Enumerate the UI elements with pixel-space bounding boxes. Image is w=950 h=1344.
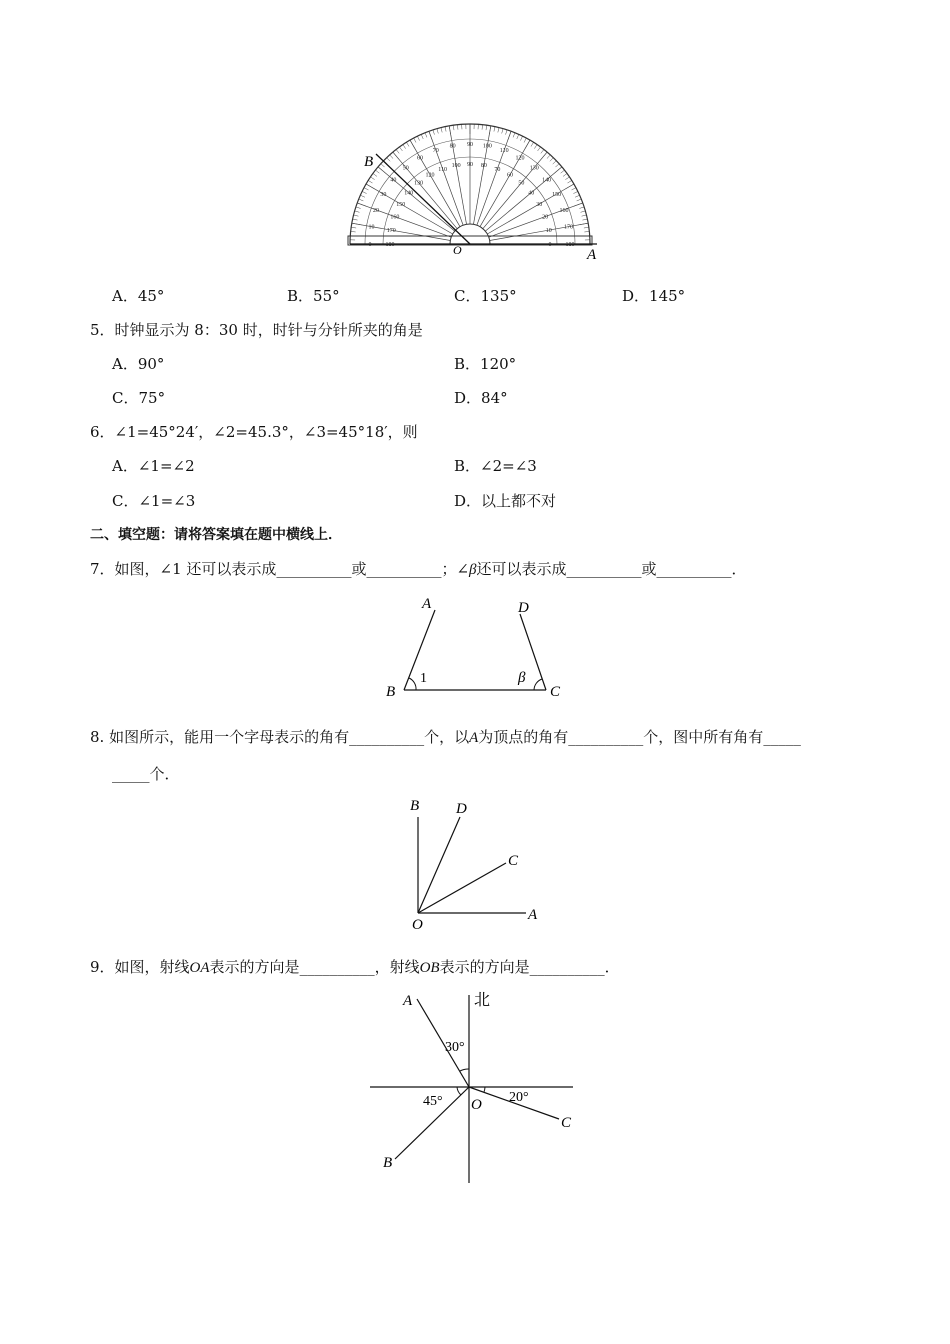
q7-blank-4[interactable]: __________	[656, 560, 732, 578]
protractor-tick-38	[561, 170, 565, 173]
protractor-tick-146	[371, 177, 375, 180]
protractor-figure	[345, 122, 605, 264]
angle-45-arc	[457, 1087, 461, 1095]
protractor-outer-label: 120	[515, 155, 525, 162]
protractor-tick-32	[568, 180, 572, 183]
protractor-tick-44	[553, 161, 557, 164]
q8-blank-3b[interactable]: _____	[112, 765, 150, 783]
protractor-tick-56	[534, 145, 537, 149]
q7-figure	[380, 590, 580, 705]
protractor-tick-54	[538, 147, 541, 151]
protractor-tick-30	[565, 184, 574, 189]
protractor-tick-150	[366, 184, 375, 189]
q7-label-1: 1	[420, 671, 427, 686]
protractor-tick-14	[582, 215, 587, 216]
q7-blank-1[interactable]: __________	[276, 560, 352, 578]
protractor-tick-70	[508, 131, 511, 140]
protractor-outer-label: 30	[380, 192, 387, 198]
q9-figure	[365, 985, 585, 1190]
protractor-tick-128	[396, 149, 399, 153]
q7-label-D: D	[518, 600, 529, 616]
q8-blank-1[interactable]: __________	[349, 728, 425, 746]
q7-stem: 7．如图，∠1 还可以表示成__________或__________；∠β还可以表示成__________或__________．	[90, 560, 747, 578]
q9-label-north: 北	[474, 990, 491, 1009]
protractor-outer-label: 70	[432, 148, 439, 155]
protractor-inner-label: 110	[438, 166, 448, 173]
angle-beta-arc	[534, 679, 542, 690]
q8-stem-line-1: 8. 如图所示，能用一个字母表示的角有__________个，以A为顶点的角有__________个，图中所有角有_____	[90, 728, 801, 746]
q9-label-O: O	[471, 1097, 482, 1113]
q9-label-20: 20°	[509, 1090, 529, 1105]
protractor-inner-label: 10	[545, 228, 552, 235]
q8-label-O: O	[412, 917, 423, 933]
protractor-tick-174	[351, 231, 356, 232]
ray-OC-q8	[418, 863, 506, 913]
protractor-tick-36	[563, 173, 567, 176]
q4-option-a: A．45°	[112, 287, 165, 305]
protractor-tick-126	[399, 147, 402, 151]
protractor-inner-label: 90	[467, 162, 473, 168]
protractor-tick-50	[541, 152, 547, 160]
protractor-tick-100	[449, 126, 451, 136]
protractor-tick-140	[378, 167, 386, 173]
protractor-tick-132	[390, 155, 393, 159]
q6-stem: 6．∠1=45°24′，∠2=45.3°，∠3=45°18′，则	[90, 423, 418, 441]
protractor-outer-scale-labels	[369, 142, 575, 248]
protractor-tick-98	[453, 125, 454, 130]
protractor-inner-label: 130	[414, 180, 424, 187]
protractor-tick-170	[352, 223, 362, 225]
protractor-tick-122	[406, 142, 409, 146]
protractor-tick-120	[410, 140, 415, 149]
protractor-tick-154	[362, 191, 366, 193]
protractor-outer-label: 40	[390, 177, 397, 184]
protractor-tick-8	[584, 227, 589, 228]
protractor-inner-label: 100	[451, 163, 461, 170]
protractor-inner-label: 160	[390, 214, 400, 221]
protractor-inner-label: 30	[536, 202, 543, 208]
protractor-tick-18	[579, 207, 584, 209]
q9-stem: 9．如图，射线OA表示的方向是__________，射线OB表示的方向是__________．	[90, 958, 620, 976]
protractor-tick-34	[565, 177, 569, 180]
protractor-tick-152	[364, 188, 368, 190]
protractor-tick-104	[441, 128, 442, 133]
protractor-outer-label: 110	[499, 148, 509, 155]
protractor-outer-label: 60	[417, 155, 423, 162]
angle-20-arc	[484, 1087, 485, 1092]
protractor-tick-112	[425, 133, 427, 138]
q8-stem-line-2: _____个．	[112, 765, 180, 783]
q6-option-d: D．以上都不对	[454, 492, 557, 510]
protractor-tick-46	[550, 158, 553, 162]
protractor-tick-26	[573, 191, 577, 193]
protractor-inner-label: 140	[404, 190, 414, 197]
protractor-tick-172	[351, 227, 356, 228]
protractor-tick-130	[393, 152, 399, 160]
protractor-tick-68	[513, 133, 515, 138]
protractor-tick-28	[572, 188, 576, 190]
protractor-tick-102	[445, 127, 446, 132]
q7-label-beta: β	[518, 670, 526, 686]
protractor-tick-76	[498, 128, 499, 133]
protractor-tick-16	[581, 211, 586, 212]
protractor-tick-58	[531, 142, 534, 146]
q9-label-30: 30°	[445, 1040, 465, 1055]
protractor-tick-82	[486, 125, 487, 130]
protractor-tick-124	[403, 145, 406, 149]
protractor-outer-label: 100	[482, 143, 492, 150]
protractor-tick-158	[359, 199, 364, 201]
protractor-outer-label: 140	[542, 177, 552, 184]
protractor-tick-160	[357, 203, 366, 206]
protractor-tick-20	[573, 203, 582, 206]
q9-label-A: A	[403, 993, 413, 1009]
protractor-outer-label: 10	[368, 224, 375, 231]
protractor-tick-116	[417, 136, 419, 140]
protractor-inner-label: 170	[386, 228, 396, 235]
protractor-tick-144	[373, 173, 377, 176]
q8-blank-2[interactable]: __________	[568, 728, 644, 746]
ray-OD-q8	[418, 817, 460, 913]
q4-option-c: C．135°	[454, 287, 517, 305]
q7-label-C: C	[550, 684, 561, 700]
protractor-tick-164	[355, 211, 360, 212]
protractor-tick-64	[520, 136, 522, 140]
angle-30-arc	[460, 1069, 469, 1071]
protractor-inner-label: 120	[425, 172, 435, 179]
protractor-tick-110	[429, 131, 432, 140]
protractor-tick-10	[578, 223, 588, 225]
q5-option-c: C．75°	[112, 389, 166, 407]
protractor-tick-40	[554, 167, 562, 173]
protractor-tick-60	[525, 140, 530, 149]
protractor-tick-106	[437, 129, 438, 134]
protractor-outer-label: 180	[565, 242, 575, 248]
q8-label-B: B	[410, 798, 420, 814]
q5-option-d: D．84°	[454, 389, 508, 407]
protractor-outer-label: 150	[552, 192, 562, 198]
protractor-tick-42	[555, 164, 559, 167]
protractor-tick-148	[368, 180, 372, 183]
protractor-outer-label: 50	[402, 165, 409, 172]
protractor-tick-162	[356, 207, 361, 209]
protractor-inner-label: 20	[542, 214, 549, 221]
q8-label-C: C	[508, 853, 519, 869]
q4-option-d: D．145°	[622, 287, 686, 305]
protractor-tick-84	[482, 125, 483, 130]
protractor-tick-62	[524, 138, 526, 142]
protractor-tick-114	[421, 134, 423, 139]
q5-stem: 5．时钟显示为 8：30 时，时针与分针所夹的角是	[90, 321, 423, 339]
protractor-inner-label: 0	[548, 242, 552, 248]
q7-blank-2[interactable]: __________	[366, 560, 442, 578]
q7-label-B: B	[386, 684, 396, 700]
protractor-outer-label: 80	[449, 143, 456, 150]
protractor-outer-label: 20	[373, 207, 380, 214]
q6-option-a: A．∠1=∠2	[112, 457, 195, 475]
protractor-label-O: O	[453, 243, 462, 257]
q9-label-45: 45°	[423, 1094, 443, 1109]
protractor-tick-156	[360, 195, 365, 197]
angle-1-arc	[409, 678, 416, 690]
q8-blank-3a[interactable]: _____	[763, 728, 801, 746]
protractor-inner-label: 60	[507, 172, 513, 179]
protractor-tick-66	[517, 134, 519, 139]
protractor-tick-96	[457, 125, 458, 130]
protractor-outer-label: 130	[529, 165, 539, 172]
protractor-tick-168	[353, 219, 358, 220]
q6-option-b: B．∠2=∠3	[454, 457, 537, 475]
q9-label-B: B	[383, 1155, 393, 1171]
protractor-outer-label: 0	[368, 242, 372, 248]
protractor-tick-134	[387, 158, 390, 162]
q4-option-b: B．55°	[287, 287, 340, 305]
protractor-tick-6	[584, 231, 589, 232]
protractor-tick-166	[354, 215, 359, 216]
protractor-tick-22	[577, 199, 582, 201]
protractor-tick-72	[506, 130, 508, 135]
q5-option-a: A．90°	[112, 355, 165, 373]
protractor-inner-scale-labels	[386, 162, 552, 248]
protractor-inner-label: 180	[385, 242, 395, 248]
protractor-inner-label: 70	[494, 166, 501, 173]
protractor-label-B: B	[364, 154, 374, 170]
protractor-tick-118	[414, 138, 416, 142]
protractor-tick-78	[494, 127, 495, 132]
q8-figure	[400, 795, 550, 935]
protractor-tick-142	[375, 170, 379, 173]
protractor-tick-48	[547, 155, 550, 159]
protractor-outer-label: 90	[467, 142, 473, 148]
protractor-tick-12	[582, 219, 587, 220]
protractor-label-A: A	[587, 247, 597, 263]
protractor-outer-label: 170	[563, 224, 573, 231]
q9-label-C: C	[561, 1115, 572, 1131]
protractor-tick-80	[489, 126, 491, 136]
protractor-tick-138	[381, 164, 385, 167]
q9-blank-2[interactable]: __________	[529, 958, 605, 976]
q5-option-b: B．120°	[454, 355, 517, 373]
protractor-tick-52	[541, 149, 544, 153]
q7-label-A: A	[422, 596, 432, 612]
protractor-inner-label: 50	[518, 180, 525, 187]
q6-option-c: C．∠1=∠3	[112, 492, 196, 510]
protractor-tick-74	[502, 129, 503, 134]
q9-blank-1[interactable]: __________	[299, 958, 375, 976]
protractor-outer-label: 160	[559, 207, 569, 214]
protractor-inner-label: 80	[480, 163, 487, 170]
q8-label-A: A	[528, 907, 538, 923]
protractor-inner-label: 40	[528, 190, 535, 197]
q7-blank-3[interactable]: __________	[566, 560, 642, 578]
protractor-tick-24	[575, 195, 580, 197]
section-2-title: 二、填空题：请将答案填在题中横线上．	[90, 527, 342, 543]
q8-label-D: D	[456, 801, 467, 817]
protractor-tick-108	[433, 130, 435, 135]
protractor-inner-label: 150	[396, 202, 406, 208]
